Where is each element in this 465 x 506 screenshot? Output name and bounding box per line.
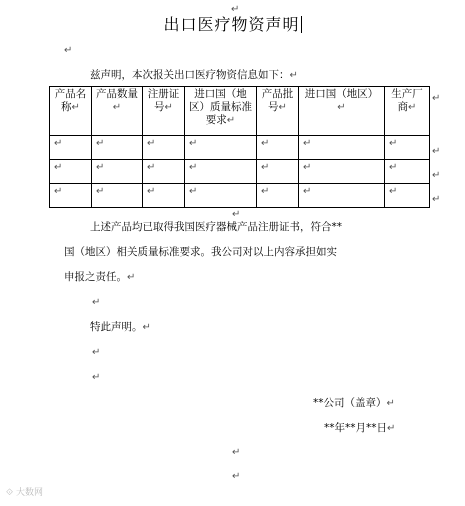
body-line-2: 国（地区）相关质量标准要求。我公司对以上内容承担如实	[64, 246, 337, 258]
header-product-name: 产品名称↵	[50, 87, 92, 136]
row-end-mark: ↵	[432, 194, 441, 205]
row-end-mark: ↵	[432, 93, 441, 104]
paragraph-mark: ↵	[231, 4, 240, 15]
table-cell[interactable]: ↵	[92, 160, 143, 184]
table-cell[interactable]: ↵	[50, 136, 92, 160]
table-cell[interactable]: ↵	[385, 136, 430, 160]
row-end-mark: ↵	[432, 170, 441, 181]
table-cell[interactable]: ↵	[257, 160, 299, 184]
table-cell[interactable]: ↵	[143, 184, 185, 208]
document-title: 出口医疗物资声明	[163, 15, 300, 34]
header-quality-standard: 进口国（地区）质量标准要求↵	[185, 87, 257, 136]
table-cell[interactable]: ↵	[50, 184, 92, 208]
table-cell[interactable]: ↵	[299, 160, 385, 184]
header-batch-no: 产品批号↵	[257, 87, 299, 136]
table-cell[interactable]: ↵	[385, 184, 430, 208]
table-row	[50, 184, 430, 208]
table-cell[interactable]: ↵	[185, 136, 257, 160]
paragraph-mark: ↵	[232, 471, 241, 482]
table-header-row	[50, 87, 430, 136]
header-import-country: 进口国（地区）↵	[299, 87, 385, 136]
paragraph-mark: ↵	[92, 297, 101, 308]
table-cell[interactable]: ↵	[385, 160, 430, 184]
table-cell[interactable]: ↵	[143, 160, 185, 184]
paragraph-mark: ↵	[232, 447, 241, 458]
header-quantity: 产品数量↵	[92, 87, 143, 136]
signature-date: **年**月**日↵	[324, 422, 396, 434]
table-cell[interactable]: ↵	[50, 160, 92, 184]
table-cell[interactable]: ↵	[185, 160, 257, 184]
paragraph-mark: ↵	[92, 347, 101, 358]
row-end-mark: ↵	[432, 146, 441, 157]
intro-line: 兹声明，本次报关出口医疗物资信息如下：↵	[90, 69, 298, 81]
paragraph-mark: ↵	[92, 372, 101, 383]
body-line-1: 上述产品均已取得我国医疗器械产品注册证书，符合**	[90, 221, 342, 233]
paragraph-mark: ↵	[232, 209, 241, 220]
signature-company: **公司（盖章）↵	[313, 397, 395, 409]
table-cell[interactable]: ↵	[299, 136, 385, 160]
header-registration-no: 注册证号↵	[143, 87, 185, 136]
table-row	[50, 160, 430, 184]
table-cell[interactable]: ↵	[299, 184, 385, 208]
paragraph-mark: ↵	[64, 45, 73, 56]
table-row	[50, 136, 430, 160]
table-cell[interactable]: ↵	[143, 136, 185, 160]
table-cell[interactable]: ↵	[92, 184, 143, 208]
table-cell[interactable]: ↵	[257, 136, 299, 160]
table-cell[interactable]: ↵	[92, 136, 143, 160]
product-table	[49, 86, 430, 208]
header-manufacturer: 生产厂商↵	[385, 87, 430, 136]
closing-line: 特此声明。↵	[90, 321, 151, 333]
text-cursor	[301, 16, 302, 33]
body-line-3: 申报之责任。↵	[64, 271, 136, 283]
table-cell[interactable]: ↵	[185, 184, 257, 208]
table-cell[interactable]: ↵	[257, 184, 299, 208]
watermark-logo: ⟐ 大数网	[6, 488, 43, 498]
